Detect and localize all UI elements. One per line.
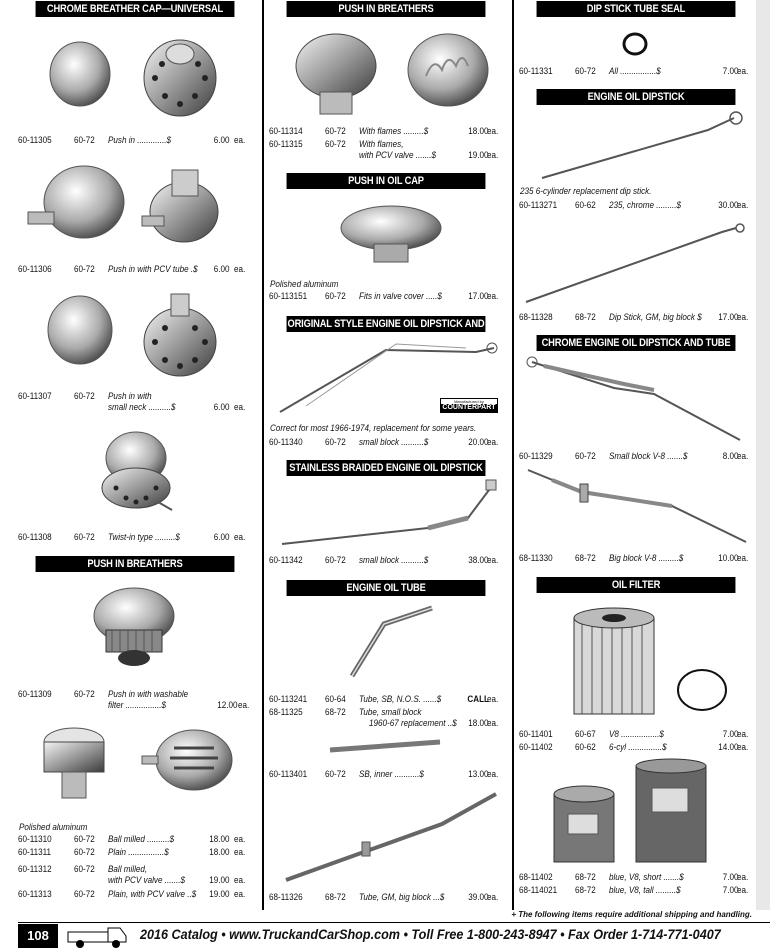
note-correct-years: Correct for most 1966-1974, replacement for some years.: [270, 423, 477, 433]
blue-oil-filters-image: [548, 758, 728, 866]
section-header-original-dipstick: ORIGINAL STYLE ENGINE OIL DIPSTICK AND TUBE: [287, 318, 485, 346]
breather-small-neck-image: [40, 290, 220, 380]
flame-breathers-image: [286, 26, 496, 120]
counterpart-badge: Manufactured by COUNTERPART: [440, 398, 498, 413]
oil-filter-element-image: [566, 604, 736, 720]
big-block-tube-image: [282, 790, 502, 886]
section-header-chrome-breather-cap: CHROME BREATHER CAP—UNIVERSAL: [36, 1, 235, 17]
engine-oil-tube-image: [344, 602, 444, 682]
section-header-push-in-breathers: PUSH IN BREATHERS: [36, 556, 235, 572]
footer-contact-line: 2016 Catalog • www.TruckandCarShop.com • Toll Free 1-800-243-8947 • Fax Order 1-714-771-0407: [140, 926, 721, 942]
section-header-chrome-dipstick-tube: CHROME ENGINE OIL DIPSTICK AND TUBE: [537, 335, 736, 351]
tube-seal-image: [620, 30, 650, 58]
section-header-push-in-breathers-flames: PUSH IN BREATHERS: [287, 1, 486, 17]
dipstick-big-block-image: [522, 222, 750, 306]
twist-in-breather-image: [96, 428, 176, 514]
page-number: 108: [18, 924, 58, 948]
part-row: 60-11309 60-72 Push in with washable filter ................$ 12.00 ea.: [18, 689, 250, 710]
note-235-replacement: 235 6-cylinder replacement dip stick.: [520, 186, 652, 196]
page-edge-strip: [756, 0, 770, 910]
section-header-push-in-oil-cap: PUSH IN OIL CAP: [287, 173, 486, 189]
shipping-note: + The following items require additional shipping and handling.: [511, 910, 752, 919]
part-row: 68-11325 68-72 Tube, small block 1960-67 replacement ..$ 18.00 ea.: [269, 707, 499, 728]
truck-logo-icon: [66, 922, 130, 950]
oil-cap-image: [336, 198, 446, 270]
washable-filter-breather-image: [84, 582, 184, 672]
chrome-dipstick-big-block-image: [522, 462, 750, 546]
note-polished-aluminum: Polished aluminum: [270, 279, 339, 289]
chrome-breather-cap-image: [40, 34, 220, 124]
part-row: 60-11312 60-72 Ball milled, with PCV valve .......$ 19.00 ea.: [18, 864, 246, 885]
chrome-dipstick-small-block-image: [524, 354, 750, 444]
page-footer: [0, 910, 770, 950]
column-1: CHROME BREATHER CAP—UNIVERSAL 60-11305 60-72 Push in .............$ 6.00 ea. 60-11306 60-72 Push in with PCV tube .$ 6.00 ea. 60-11307 60-72 Push in with small neck ..........$ 6.00 ea. 60-11308 60-72 Twist-in type .........$ 6.00 ea. PUSH IN BREATHERS 60-11309 60-72 Push in with washable filter ................$ 12.00 ea. Polished aluminum 60-11310 60-72 Ball milled ..........$ 18.00 ea. 60-11311 60-72 Plain ................$ 18.00 ea. 60-11312 60-72 Ball milled, with PCV valve .......$ 19.00 ea. 60-11313 60-72 Plain, with PCV valve ..$ 19.00 ea.: [0, 0, 260, 910]
section-header-engine-oil-dipstick: ENGINE OIL DIPSTICK: [537, 89, 736, 105]
column-2: PUSH IN BREATHERS 60-11314 60-72 With flames .........$ 18.00 ea. 60-11315 60-72 With flames, with PCV valve .......$ 19.00 ea. PUSH IN OIL CAP Polished aluminum 60-113151 60-72 Fits in valve cover .....$ 17.00 ea. ORIGINAL STYLE ENGINE OIL DIPSTICK AND TUBE Manufactured by COUNTERPART Correct for most 1966-1974, replacement for some years. 60-11340 60-72 small block ..........$ 20.00 ea. STAINLESS BRAIDED ENGINE OIL DIPSTICK AND TUBE 60-11342 60-72 small block ..........$ 38.00 ea. ENGINE OIL TUBE 60-113241 60-64 Tube, SB, N.O.S. ......$ CALL ea. 68-11325 68-72 Tube, small block 1960-67 replacement ..$ 18.00 ea. 60-113401 60-72 SB, inner ...........$ 13.00 ea. 68-11326 68-72 Tube, GM, big block ...$ 39.00 ea.: [262, 0, 511, 910]
section-header-engine-oil-tube: ENGINE OIL TUBE: [287, 580, 486, 596]
section-header-oil-filter: OIL FILTER: [537, 577, 736, 593]
inner-tube-image: [326, 736, 446, 756]
part-row: 60-11307 60-72 Push in with small neck ..........$ 6.00 ea.: [18, 391, 246, 412]
column-3: DIP STICK TUBE SEAL 60-11331 60-72 All ................$ 7.00 ea. ENGINE OIL DIPSTICK 235 6-cylinder replacement dip stick. 60-113271 60-62 235, chrome .........$ 30.00 ea. 68-11328 68-72 Dip Stick, GM, big block $ 17.00 ea. CHROME ENGINE OIL DIPSTICK AND TUBE 60-11329 60-72 Small block V-8 .......$ 8.00 ea. 68-11330 68-72 Big block V-8 .........$ 10.00 ea. OIL FILTER 60-11401 60-67 V8 .................$ 7.00 ea. 60-11402 60-62 6-cyl ...............$ 14.00 ea. 68-11402 68-72 blue, V8, short .......$ 7.00 ea. 68-114021 68-72 blue, V8, tall .........$ 7.00 ea.: [512, 0, 770, 910]
breather-with-pcv-tube-image: [24, 162, 224, 252]
stainless-braided-dipstick-image: [278, 478, 502, 548]
dipstick-235-image: [538, 110, 748, 184]
polished-aluminum-breathers-image: [34, 716, 234, 810]
note-polished-aluminum: Polished aluminum: [19, 822, 88, 832]
section-header-stainless-dipstick: STAINLESS BRAIDED ENGINE OIL DIPSTICK AND TUBE: [287, 460, 486, 476]
part-row: 60-11315 60-72 With flames, with PCV valve .......$ 19.00 ea.: [269, 139, 499, 160]
section-header-dip-stick-tube-seal: DIP STICK TUBE SEAL: [537, 1, 736, 17]
